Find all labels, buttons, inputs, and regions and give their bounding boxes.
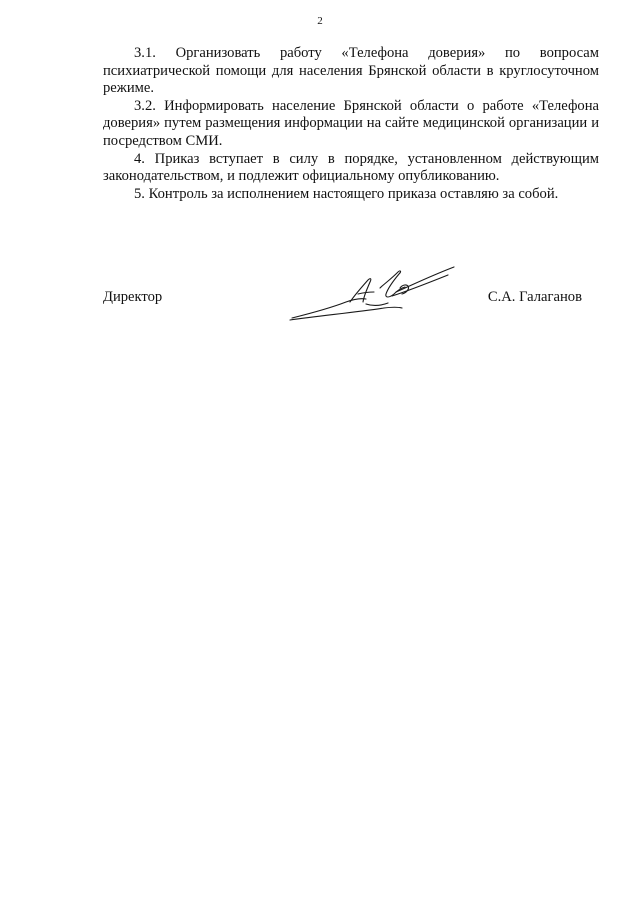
paragraph-5: 5. Контроль за исполнением настоящего приказа оставляю за собой. <box>134 185 559 202</box>
signature-icon <box>288 262 458 324</box>
document-body <box>103 45 599 203</box>
paragraph-3-2: 3.2. Информировать население Брянской области о работе «Телефона доверия» путем размещения информации на сайте медицинской организации и посредством СМИ. <box>103 97 599 149</box>
signature-block <box>103 262 599 332</box>
paragraph-4: 4. Приказ вступает в силу в порядке, установленном действующим законодательством, и подлежит официальному опубликованию. <box>103 150 599 185</box>
signatory-role: Директор <box>103 289 163 305</box>
page-number: 2 <box>317 15 323 27</box>
signatory-name: С.А. Галаганов <box>487 289 582 305</box>
paragraph-3-1: 3.1. Организовать работу «Телефона доверия» по вопросам психиатрической помощи для населения Брянской области в круглосуточном режиме. <box>103 45 599 97</box>
